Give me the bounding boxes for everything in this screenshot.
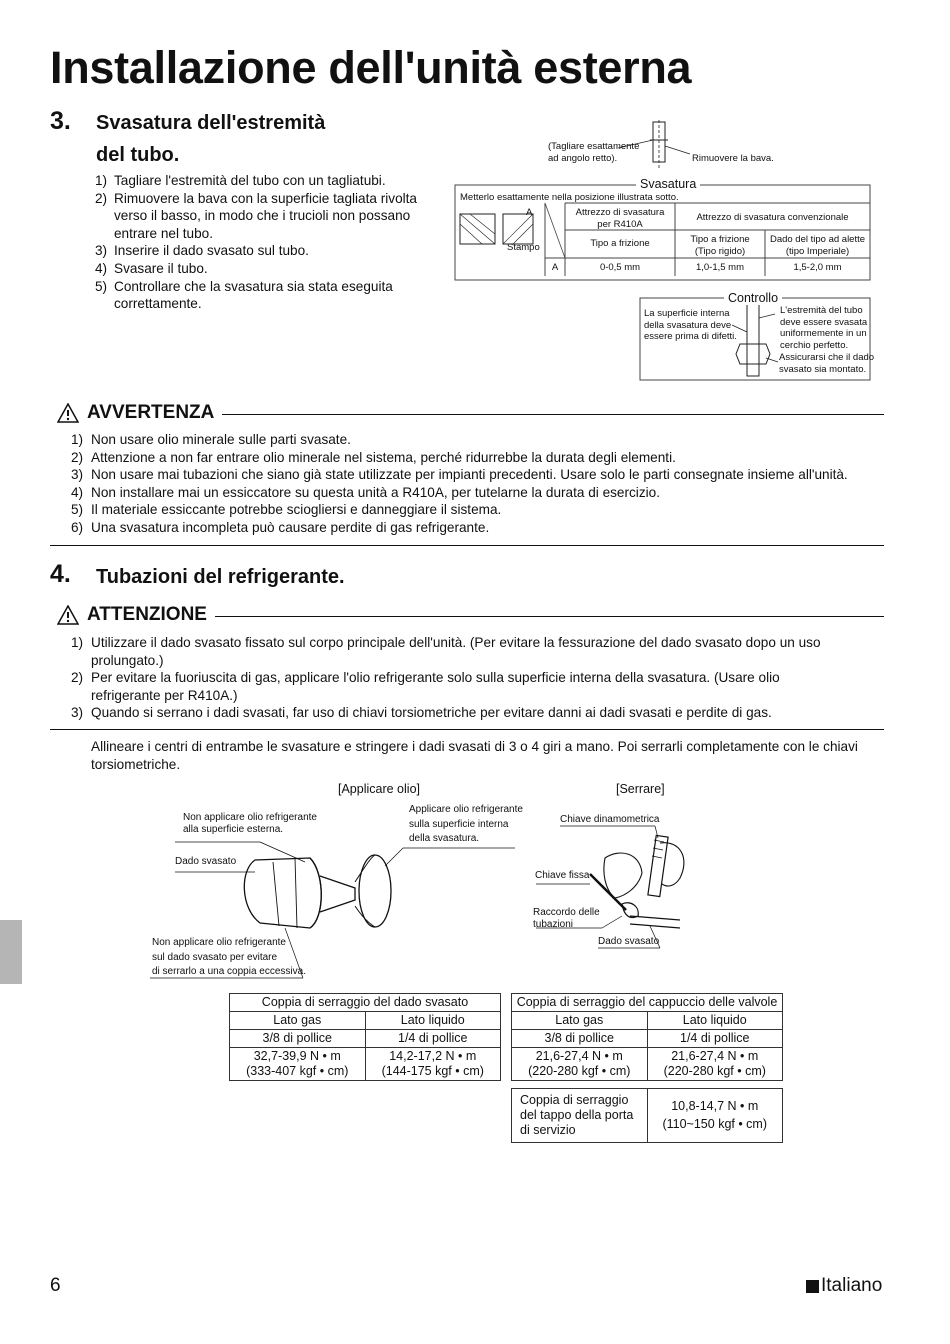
list-item: 2) Per evitare la fuoriuscita di gas, applicare l'olio refrigerante solo sulla superficie interna della svasatura. (Usare olio: [71, 670, 780, 686]
table-header: Lato gas: [512, 1012, 648, 1030]
tool-conventional-header: Attrezzo di svasatura convenzionale: [696, 212, 849, 223]
no-oil-nut-note: Non applicare olio refrigerante sul dado svasato per evitare di serrarlo a una coppia eccessiva.: [152, 937, 306, 977]
svasatura-subtitle: Metterlo esattamente nella posizione illustrata sotto.: [460, 192, 679, 203]
avvertenza-list: [71, 431, 901, 537]
table-cell: Coppia di serraggio del tappo della porta di servizio: [512, 1089, 648, 1143]
warning-icon: [57, 605, 79, 625]
row-a-value: 0-0,5 mm: [599, 262, 641, 273]
svasatura-title: Svasatura: [636, 177, 700, 191]
list-item: 2) Attenzione a non far entrare olio minerale nel sistema, perché ridurrebbe la durata degli elementi.: [71, 449, 676, 465]
section-3-steps: 1) Tagliare l'estremità del tubo con un tagliatubi. 2) Rimuovere la bava con la superficie tagliata rivolta verso il basso, in modo che i trucioli non possano entrare nel tubo. 3) Inserire il dado svasato sul tubo. 4) Svasare il tubo. 5) Controllare che la svasatura sia stata eseguita correttamente.: [95, 172, 445, 313]
table-header: Lato liquido: [647, 1012, 783, 1030]
wrench-illustration: [530, 778, 730, 958]
section-3-number: 3.: [50, 107, 71, 135]
controllo-title: Controllo: [724, 291, 782, 305]
tool-r410a-header: Attrezzo di svasatura per R410A: [575, 207, 665, 230]
table-cell: 1/4 di pollice: [647, 1030, 783, 1048]
side-tab-marker: [0, 920, 22, 984]
flare-nut-label: Dado svasato: [598, 936, 660, 947]
valve-cap-torque-table: [511, 993, 783, 1081]
list-item: 6) Una svasatura incompleta può causare perdite di gas refrigerante.: [71, 519, 490, 535]
step-item: 3) Inserire il dado svasato sul tubo.: [95, 243, 309, 259]
wing-nut-type: Dado del tipo ad alette (tipo Imperiale): [769, 234, 866, 257]
pipe-union-label: Raccordo delle tubazioni: [533, 907, 600, 930]
attenzione-heading: ATTENZIONE: [57, 604, 884, 626]
no-oil-outer-note: Non applicare olio refrigerante alla superficie esterna.: [183, 812, 317, 835]
section-3-title-line2: del tubo.: [96, 144, 180, 166]
divider: [50, 545, 884, 546]
torque-wrench-label: Chiave dinamometrica: [560, 814, 660, 825]
service-port-cap-table: [511, 1088, 783, 1143]
label-a: A: [526, 207, 533, 218]
table-cell: 1/4 di pollice: [365, 1030, 501, 1048]
row-a-label: A: [551, 262, 559, 273]
avvertenza-heading: AVVERTENZA: [57, 402, 884, 424]
tighten-diagram: [530, 778, 730, 958]
table-cell: 14,2-17,2 N • m (144-175 kgf • cm): [365, 1048, 501, 1081]
table-cell: 3/8 di pollice: [512, 1030, 648, 1048]
table-header: Lato liquido: [365, 1012, 501, 1030]
apply-oil-heading: [Applicare olio]: [338, 782, 420, 796]
cut-note: (Tagliare esattamente ad angolo retto).: [548, 141, 640, 164]
controllo-bottom-note: Assicurarsi che il dado svasato sia montato.: [779, 352, 875, 375]
list-item: 5) Il materiale essiccante potrebbe sciogliersi e danneggiare il sistema.: [71, 502, 502, 518]
section-3-title-line1: Svasatura dell'estremità: [96, 112, 326, 134]
warning-icon: [57, 403, 79, 423]
list-item: 3) Quando si serrano i dadi svasati, far uso di chiavi torsiometriche per evitare danni ai dadi svasati e perdite di gas.: [71, 705, 772, 721]
list-item: 3) Non usare mai tubazioni che siano già state utilizzate per impianti precedenti. Usare solo le parti consegnate insieme all'unità.: [71, 467, 848, 483]
heading-rule: [215, 616, 884, 617]
remove-burr-note: Rimuovere la bava.: [692, 153, 774, 164]
flare-nut-label: Dado svasato: [175, 856, 237, 867]
table-header: Lato gas: [230, 1012, 366, 1030]
table-title: Coppia di serraggio del dado svasato: [230, 994, 501, 1012]
row-a-value: 1,5-2,0 mm: [793, 262, 842, 273]
align-paragraph: Allineare i centri di entrambe le svasature e stringere i dadi svasati di 3 o 4 giri a mano. Poi serrarli completamente con le chiavi torsiometriche.: [91, 739, 858, 772]
section-4-title: Tubazioni del refrigerante.: [96, 566, 345, 588]
controllo-left-note: La superficie interna della svasatura deve essere prima di difetti.: [644, 308, 737, 342]
apply-oil-diagram: [145, 778, 525, 983]
language-label: Italiano: [806, 1275, 882, 1297]
table-title: Coppia di serraggio del cappuccio delle valvole: [512, 994, 783, 1012]
square-bullet-icon: [806, 1280, 819, 1293]
table-cell: 32,7-39,9 N • m (333-407 kgf • cm): [230, 1048, 366, 1081]
table-cell: 21,6-27,4 N • m (220-280 kgf • cm): [512, 1048, 648, 1081]
table-cell: 10,8-14,7 N • m (110~150 kgf • cm): [647, 1089, 783, 1143]
section-3-title: [96, 107, 325, 171]
list-item: 4) Non installare mai un essiccatore su questa unità a R410A, per tutelarne la durata di esercizio.: [71, 484, 660, 500]
attenzione-list: 1) Utilizzare il dado svasato fissato sul corpo principale dell'unità. (Per evitare la fessurazione del dado svasato dopo un uso prolungato.) 2) Per evitare la fuoriuscita di gas, applicare l'olio refrigerante solo sulla superficie interna della svasatura. (Usare olio refrigerante per R410A.) 3) Quando si serrano i dadi svasati, far uso di chiavi torsiometriche per evitare danni ai dadi svasati e perdite di gas.: [71, 634, 901, 722]
tighten-heading: [Serrare]: [616, 782, 665, 796]
divider: [50, 729, 884, 730]
flare-nut-torque-table: [229, 993, 501, 1081]
clutch-type-r410a: Tipo a frizione: [590, 238, 650, 249]
table-cell: 3/8 di pollice: [230, 1030, 366, 1048]
heading-rule: [222, 414, 884, 415]
step-item: 5) Controllare che la svasatura sia stata eseguita: [95, 278, 393, 294]
table-cell: 21,6-27,4 N • m (220-280 kgf • cm): [647, 1048, 783, 1081]
stampo-label: Stampo: [507, 242, 540, 253]
row-a-value: 1,0-1,5 mm: [695, 262, 745, 273]
flare-diagram: [450, 118, 880, 383]
clutch-type-rigid: Tipo a frizione (Tipo rigido): [690, 234, 750, 257]
step-item: 2) Rimuovere la bava con la superficie tagliata rivolta: [95, 190, 417, 206]
section-4-number: 4.: [50, 560, 71, 588]
controllo-right-note: L'estremità del tubo deve essere svasata uniformemente in un cerchio perfetto.: [780, 305, 868, 351]
list-item: 1) Utilizzare il dado svasato fissato sul corpo principale dell'unità. (Per evitare la fessurazione del dado svasato dopo un uso: [71, 635, 821, 650]
page-title: Installazione dell'unità esterna: [50, 42, 692, 93]
list-item: 1) Non usare olio minerale sulle parti svasate.: [71, 432, 351, 447]
fixed-wrench-label: Chiave fissa: [535, 870, 590, 881]
step-item: 4) Svasare il tubo.: [95, 260, 208, 276]
step-item: 1) Tagliare l'estremità del tubo con un tagliatubi.: [95, 173, 386, 188]
apply-oil-inner-note: Applicare olio refrigerante sulla superficie interna della svasatura.: [409, 804, 523, 844]
page-number: 6: [50, 1275, 61, 1296]
